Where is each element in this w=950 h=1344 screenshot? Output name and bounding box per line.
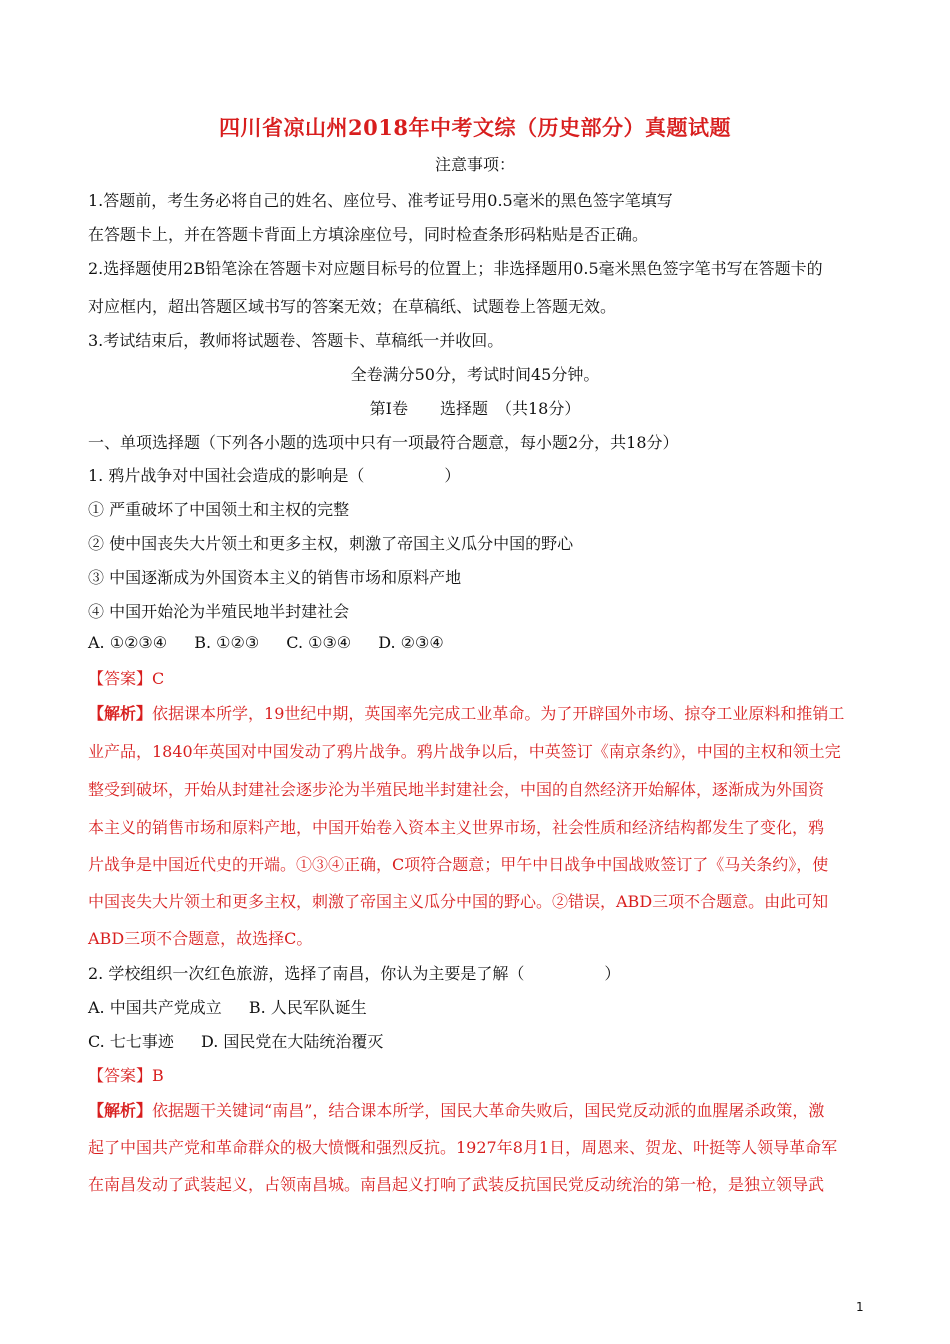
notice-line-2: 在答题卡上，并在答题卡背面上方填涂座位号，同时检查条形码粘贴是否正确。 xyxy=(88,225,649,244)
question-1-analysis-line-7: ABD三项不合题意，故选择C。 xyxy=(88,929,313,948)
question-1-options xyxy=(88,633,868,652)
analysis-label: 【解析】 xyxy=(88,1101,153,1120)
score-info: 全卷满分50分，考试时间45分钟。 xyxy=(350,365,600,384)
section-title: 第Ⅰ卷 选择题 （共18分） xyxy=(369,399,581,418)
analysis-label: 【解析】 xyxy=(88,704,153,723)
document-title: 四川省凉山州2018年中考文综（历史部分）真题试题 xyxy=(219,115,731,140)
question-1-analysis-line-2: 业产品，1840年英国对中国发动了鸦片战争。鸦片战争以后，中英签订《南京条约》，中国的主权和领土完 xyxy=(88,742,841,761)
option-b: B. ①②③ xyxy=(194,633,260,652)
question-2-options-row-2 xyxy=(88,1029,868,1052)
option-a: A. ①②③④ xyxy=(88,633,168,652)
question-1-analysis-line-1: 【解析】依据课本所学，19世纪中期，英国率先完成工业革命。为了开辟国外市场、掠夺工业原料和推销工 xyxy=(88,704,845,723)
question-1-analysis-line-3: 整受到破坏，开始从封建社会逐步沦为半殖民地半封建社会，中国的自然经济开始解体，逐渐成为外国资 xyxy=(88,780,825,799)
question-1-analysis-line-6: 中国丧失大片领土和更多主权，刺激了帝国主义瓜分中国的野心。②错误，ABD三项不合题意。由此可知 xyxy=(88,892,829,911)
notice-heading: 注意事项： xyxy=(434,155,515,174)
option-d: D. 国民党在大陆统治覆灭 xyxy=(200,1032,384,1051)
notice-line-4: 对应框内，超出答题区域书写的答案无效；在草稿纸、试题卷上答题无效。 xyxy=(88,297,617,316)
question-2-analysis-line-2: 起了中国共产党和革命群众的极大愤慨和强烈反抗。1927年8月1日，周恩来、贺龙、叶挺等人领导革命军 xyxy=(88,1138,838,1157)
notice-line-3: 2.选择题使用2B铅笔涂在答题卡对应题目标号的位置上；非选择题用0.5毫米黑色签字笔书写在答题卡的 xyxy=(88,259,823,278)
question-1-answer: 【答案】C xyxy=(88,669,165,688)
option-a: A. 中国共产党成立 xyxy=(88,998,222,1017)
question-2-options-row-1 xyxy=(88,995,868,1018)
question-1-analysis-line-5: 片战争是中国近代史的开端。①③④正确，C项符合题意；甲午中日战争中国战败签订了《马关条约》，使 xyxy=(88,855,829,874)
option-c: C. 七七事迹 xyxy=(88,1032,174,1051)
question-1-stem: 1. 鸦片战争对中国社会造成的影响是（ ） xyxy=(88,466,461,485)
notice-line-1: 1.答题前，考生务必将自己的姓名、座位号、准考证号用0.5毫米的黑色签字笔填写 xyxy=(88,191,673,210)
notice-line-5: 3.考试结束后，教师将试题卷、答题卡、草稿纸一并收回。 xyxy=(88,331,504,350)
option-b: B. 人民军队诞生 xyxy=(248,998,367,1017)
question-1-item-3: ③ 中国逐渐成为外国资本主义的销售市场和原料产地 xyxy=(88,568,462,587)
question-1-item-4: ④ 中国开始沦为半殖民地半封建社会 xyxy=(88,602,350,621)
page-number: 1 xyxy=(856,1300,864,1314)
question-2-answer: 【答案】B xyxy=(88,1066,164,1085)
question-2-analysis-line-3: 在南昌发动了武装起义，占领南昌城。南昌起义打响了武装反抗国民党反动统治的第一枪，是独立领导武 xyxy=(88,1175,825,1194)
question-1-item-1: ① 严重破坏了中国领土和主权的完整 xyxy=(88,500,350,519)
option-c: C. ①③④ xyxy=(286,633,352,652)
option-d: D. ②③④ xyxy=(378,633,444,652)
question-1-analysis-line-4: 本主义的销售市场和原料产地，中国开始卷入资本主义世界市场，社会性质和经济结构都发生了变化，鸦 xyxy=(88,818,825,837)
part-title: 一、单项选择题（下列各小题的选项中只有一项最符合题意，每小题2分，共18分） xyxy=(88,433,679,452)
question-1-item-2: ② 使中国丧失大片领土和更多主权，刺激了帝国主义瓜分中国的野心 xyxy=(88,534,574,553)
question-2-stem: 2. 学校组织一次红色旅游，选择了南昌，你认为主要是了解（ ） xyxy=(88,964,621,983)
question-2-analysis-line-1: 【解析】依据题干关键词“南昌”，结合课本所学，国民大革命失败后，国民党反动派的血腥屠杀政策，激 xyxy=(88,1101,825,1120)
